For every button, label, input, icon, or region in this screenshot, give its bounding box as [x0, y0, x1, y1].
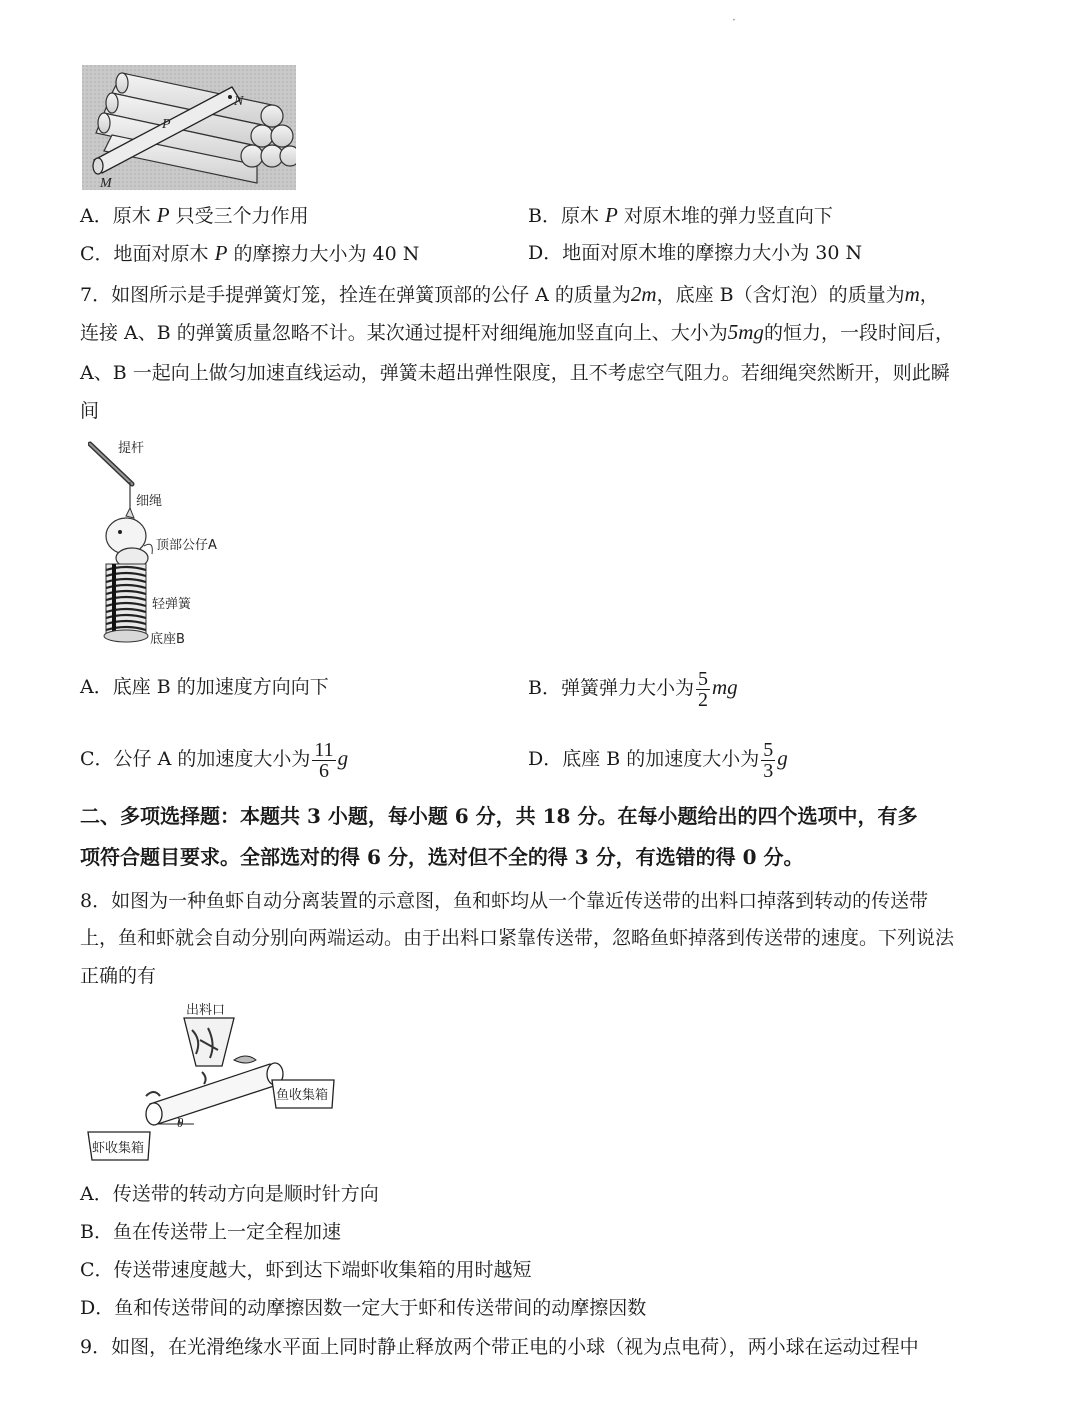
q7-option-b-den: 2 [697, 688, 708, 711]
q6-option-b-suffix: 对原木堆的弹力竖直向下 [617, 205, 833, 227]
label-p: P [162, 117, 171, 132]
q7-line-1-c: ， [919, 284, 939, 306]
q6-option-b [528, 203, 833, 228]
q6-option-d: D．地面对原木堆的摩擦力大小为 30 N [528, 242, 863, 264]
label-base: 底座B [150, 632, 185, 647]
q8-line-3: 正确的有 [80, 965, 157, 987]
q7-option-b-prefix: B．弹簧弹力大小为 [528, 677, 694, 699]
q6-option-c-prefix: C．地面对原木 [80, 243, 215, 265]
q6-option-a-var: P [156, 203, 170, 227]
q7-option-d-num: 5 [763, 738, 774, 761]
q6-option-c-suffix: 的摩擦力大小为 40 N [227, 243, 420, 265]
label-rod: 提杆 [118, 441, 145, 456]
q7-option-b-fraction [696, 669, 710, 710]
q7-option-c-den: 6 [318, 759, 329, 782]
q7-line-2-b: 的恒力，一段时间后， [763, 322, 954, 344]
q7-option-b-suffix: mg [711, 675, 738, 699]
q7-option-b-num: 5 [697, 667, 708, 690]
q6-option-c [80, 241, 419, 266]
header-dot: · [732, 13, 736, 27]
q6-option-b-prefix: B．原木 [528, 205, 606, 227]
q8-option-d: D．鱼和传送带间的动摩擦因数一定大于虾和传送带间的动摩擦因数 [80, 1297, 647, 1319]
q7-option-d-fraction [761, 740, 775, 781]
q6-option-a-prefix: A．原木 [80, 205, 157, 227]
q7-option-d [528, 734, 788, 783]
label-spring: 轻弹簧 [152, 597, 192, 612]
q7-option-b [528, 663, 738, 712]
section-2-line-1: 二、多项选择题：本题共 3 小题，每小题 6 分，共 18 分。在每小题给出的四个选项中，有多 [80, 804, 918, 828]
section-2-line-2: 项符合题目要求。全部选对的得 6 分，选对但不全的得 3 分，有选错的得 0 分。 [80, 845, 804, 869]
q8-line-2: 上，鱼和虾就会自动分别向两端运动。由于出料口紧靠传送带，忽略鱼虾掉落到传送带的速度。下列说法 [80, 927, 955, 949]
q7-option-d-prefix: D．底座 B 的加速度大小为 [528, 748, 760, 770]
conveyor-figure [84, 1000, 374, 1165]
q7-option-c-prefix: C．公仔 A 的加速度大小为 [80, 748, 311, 770]
q8-line-1: 8．如图为一种鱼虾自动分离装置的示意图，鱼和虾均从一个靠近传送带的出料口掉落到转动的传送带 [80, 890, 929, 912]
q7-option-a: A．底座 B 的加速度方向向下 [80, 676, 329, 698]
lantern-figure [88, 436, 248, 650]
q7-mass-b: m [904, 282, 920, 306]
q7-line-2 [80, 320, 954, 345]
q9-line-1: 9．如图，在光滑绝缘水平面上同时静止释放两个带正电的小球（视为点电荷），两小球在运动过程中 [80, 1336, 919, 1358]
label-shrimp-box: 虾收集箱 [92, 1141, 145, 1156]
q7-mass-a: 2m [630, 282, 657, 306]
q7-option-d-suffix: g [777, 746, 788, 770]
q8-option-c: C．传送带速度越大，虾到达下端虾收集箱的用时越短 [80, 1259, 532, 1281]
logs-figure [82, 65, 296, 190]
q7-option-c-suffix: g [337, 746, 349, 770]
q7-line-1 [80, 282, 939, 307]
label-fish-box: 鱼收集箱 [276, 1088, 329, 1103]
q7-line-1-a: 7．如图所示是手提弹簧灯笼，拴连在弹簧顶部的公仔 A 的质量为 [80, 284, 631, 306]
q6-option-c-var: P [214, 241, 228, 265]
q7-line-3: A、B 一起向上做匀加速直线运动，弹簧未超出弹性限度，且不考虑空气阻力。若细绳突然断开，则此瞬 [80, 362, 950, 384]
q7-option-c-num: 11 [314, 738, 334, 761]
label-m: M [100, 176, 112, 190]
label-rope: 细绳 [136, 494, 163, 509]
q7-line-1-b: ，底座 B（含灯泡）的质量为 [656, 284, 905, 306]
q6-option-a [80, 203, 309, 228]
q8-option-a: A．传送带的转动方向是顺时针方向 [80, 1183, 379, 1205]
q8-option-b: B．鱼在传送带上一定全程加速 [80, 1221, 341, 1243]
label-n: N [234, 94, 244, 109]
label-theta: θ [177, 1115, 184, 1130]
q6-option-b-var: P [605, 203, 618, 227]
q7-option-c-fraction [312, 740, 335, 781]
q7-line-2-a: 连接 A、B 的弹簧质量忽略不计。某次通过提杆对细绳施加竖直向上、大小为 [80, 322, 728, 344]
q7-line-4: 间 [80, 400, 100, 422]
q7-option-d-den: 3 [763, 759, 774, 782]
label-outlet: 出料口 [186, 1003, 226, 1018]
q7-force: 5mg [727, 320, 764, 344]
q6-option-a-suffix: 只受三个力作用 [169, 205, 309, 227]
q7-option-c [80, 734, 348, 783]
label-toy: 顶部公仔A [156, 538, 217, 553]
